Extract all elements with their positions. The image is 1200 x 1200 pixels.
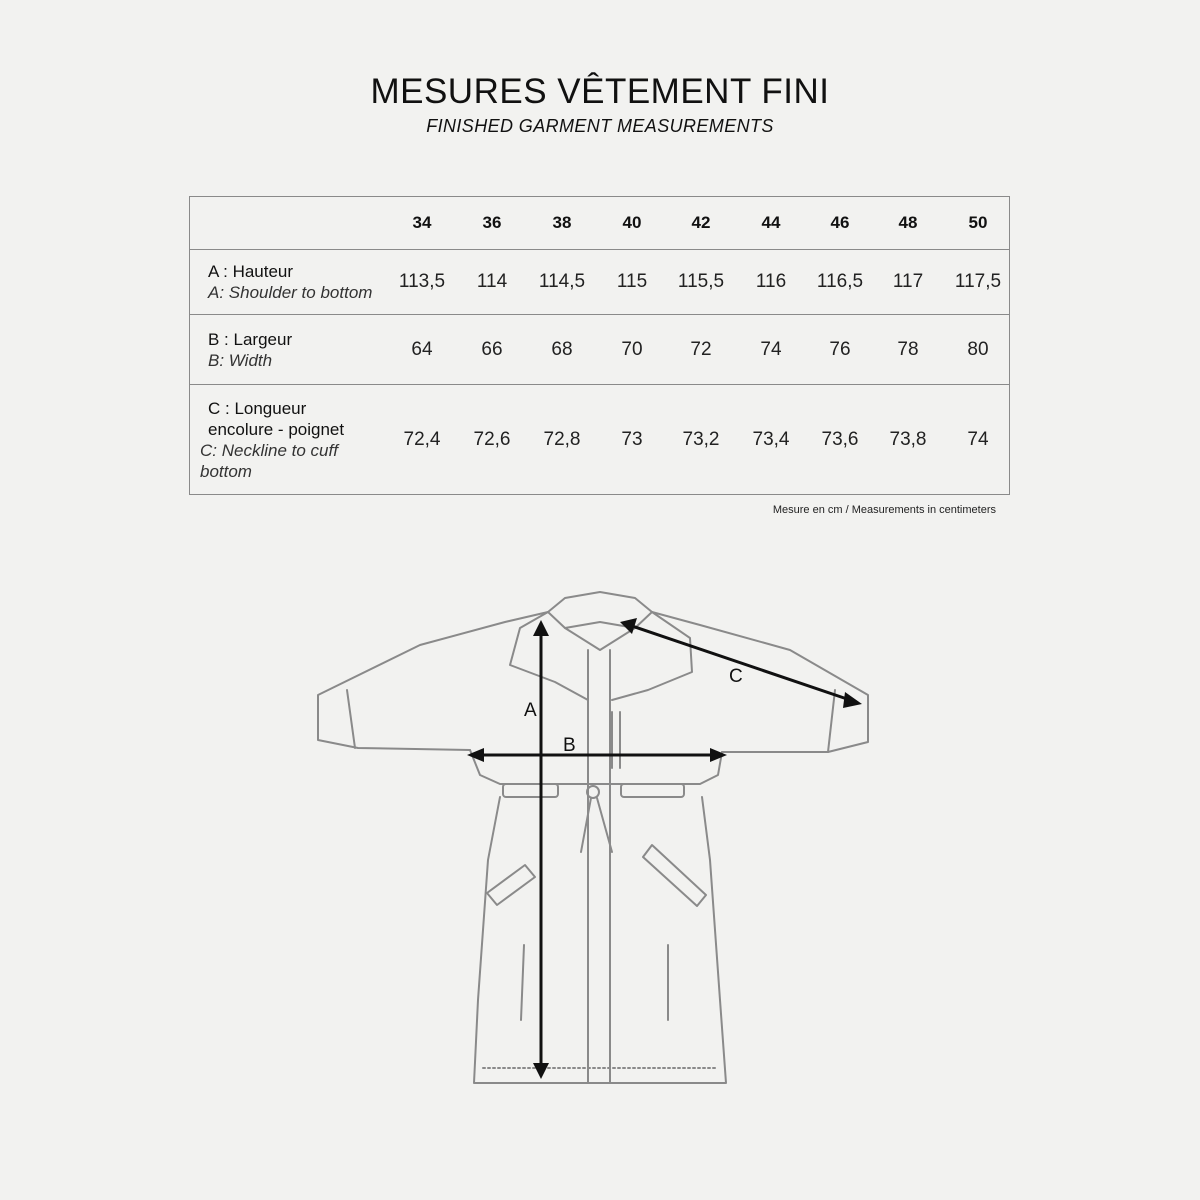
table-cell: 113,5	[398, 271, 446, 292]
measurement-arrows	[467, 618, 862, 1079]
table-cell: 78	[897, 338, 919, 360]
size-header: 48	[898, 213, 918, 232]
size-header: 40	[622, 213, 642, 232]
table-cell: 74	[967, 428, 989, 450]
size-header: 46	[830, 213, 850, 232]
garment-outline	[318, 592, 868, 1083]
size-header: 36	[482, 213, 502, 232]
page-subtitle: FINISHED GARMENT MEASUREMENTS	[426, 116, 774, 136]
table-cell: 76	[829, 338, 851, 360]
table-cell: 73,8	[889, 428, 927, 450]
table-cell: 116	[755, 271, 787, 292]
row-label-en: C: Neckline to cuff bottom	[200, 440, 338, 481]
label-c: C	[729, 666, 743, 687]
table-cell: 116,5	[816, 271, 864, 292]
page-title: MESURES VÊTEMENT FINI	[370, 72, 830, 111]
table-cell: 117,5	[954, 271, 1002, 292]
label-a: A	[524, 700, 537, 721]
table-cell: 115,5	[677, 271, 725, 292]
label-b: B	[563, 735, 576, 756]
size-header: 42	[691, 213, 711, 232]
row-label-en: B: Width	[208, 350, 273, 370]
table-cell: 73,4	[752, 428, 790, 450]
table-cell: 80	[967, 338, 989, 360]
table-cell: 72,4	[403, 428, 441, 450]
table-cell: 72	[690, 338, 712, 360]
table-cell: 64	[411, 338, 433, 360]
table-cell: 73,6	[821, 428, 859, 450]
table-cell: 70	[621, 338, 643, 360]
table-cell: 115	[616, 271, 648, 292]
table-cell: 68	[551, 338, 573, 360]
size-header: 44	[761, 213, 781, 232]
table-cell: 114	[476, 271, 508, 292]
table-cell: 74	[760, 338, 782, 360]
row-label-en: A: Shoulder to bottom	[208, 283, 373, 302]
size-header: 38	[552, 213, 572, 232]
size-header: 34	[412, 213, 432, 232]
row-label-fr: B : Largeur	[208, 329, 293, 349]
table-cell: 73,2	[682, 428, 720, 450]
table-cell: 73	[621, 428, 643, 450]
table-cell: 117	[892, 271, 924, 292]
table-cell: 72,6	[473, 428, 511, 450]
table-cell: 66	[481, 338, 503, 360]
table-cell: 114,5	[538, 271, 586, 292]
table-cell: 72,8	[543, 428, 581, 450]
row-label-fr: C : Longueur encolure - poignet	[208, 398, 345, 439]
row-label-fr: A : Hauteur	[208, 262, 294, 281]
size-header: 50	[968, 213, 988, 232]
units-note: Mesure en cm / Measurements in centimeters	[772, 504, 996, 516]
